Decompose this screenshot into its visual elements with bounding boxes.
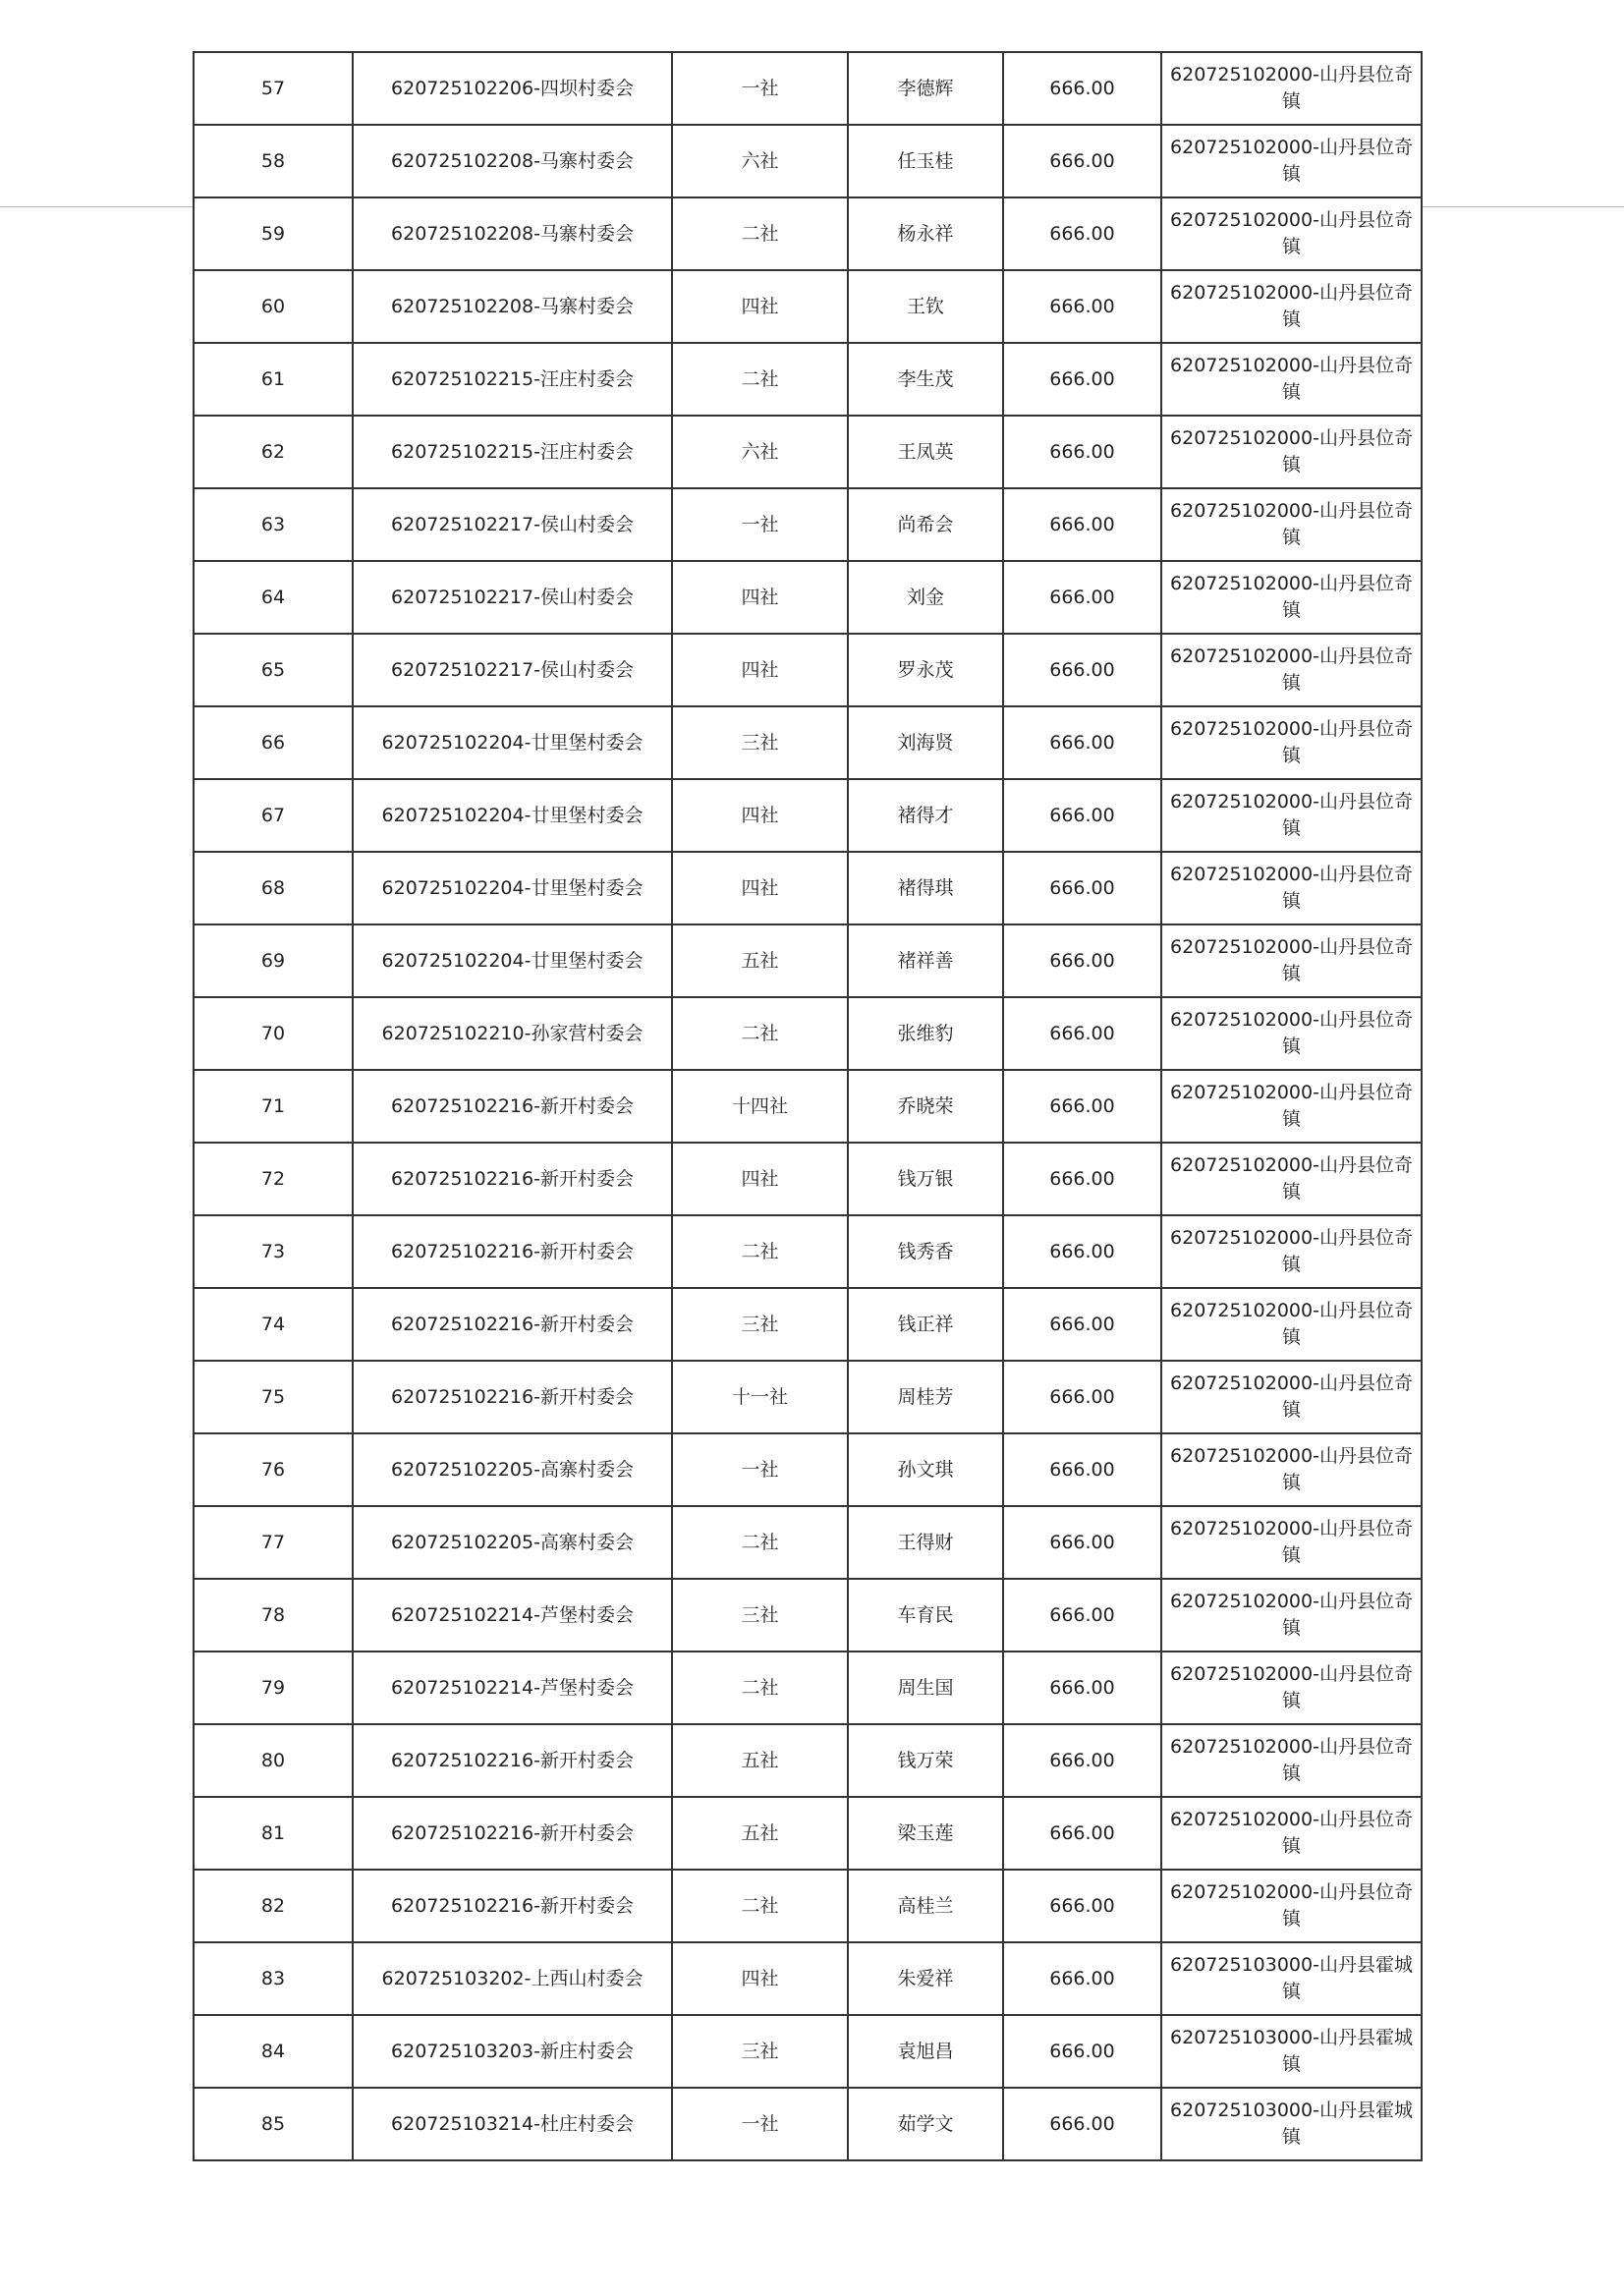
village-cell: 620725102210-孙家营村委会 <box>353 997 672 1070</box>
table-row <box>194 1797 1422 1870</box>
village-cell: 620725102216-新开村委会 <box>353 1361 672 1433</box>
amount-cell: 666.00 <box>1003 125 1161 197</box>
group-cell: 四社 <box>672 1942 848 2015</box>
name-cell: 梁玉莲 <box>848 1797 1003 1870</box>
village-cell: 620725102216-新开村委会 <box>353 1724 672 1797</box>
group-cell: 二社 <box>672 343 848 416</box>
table-row <box>194 1724 1422 1797</box>
village-cell: 620725102216-新开村委会 <box>353 1143 672 1215</box>
table-row <box>194 197 1422 270</box>
seq-cell: 70 <box>194 997 353 1070</box>
town-cell: 620725102000-山丹县位奇镇 <box>1161 197 1422 270</box>
name-cell: 袁旭昌 <box>848 2015 1003 2088</box>
village-cell: 620725102216-新开村委会 <box>353 1797 672 1870</box>
table-row <box>194 779 1422 852</box>
village-cell: 620725102204-廿里堡村委会 <box>353 706 672 779</box>
name-cell: 钱秀香 <box>848 1215 1003 1288</box>
town-cell: 620725102000-山丹县位奇镇 <box>1161 1433 1422 1506</box>
group-cell: 五社 <box>672 924 848 997</box>
group-cell: 四社 <box>672 270 848 343</box>
seq-cell: 58 <box>194 125 353 197</box>
table-row <box>194 125 1422 197</box>
table-row <box>194 1143 1422 1215</box>
seq-cell: 83 <box>194 1942 353 2015</box>
seq-cell: 60 <box>194 270 353 343</box>
seq-cell: 84 <box>194 2015 353 2088</box>
table-row <box>194 924 1422 997</box>
table-row <box>194 52 1422 125</box>
town-cell: 620725102000-山丹县位奇镇 <box>1161 997 1422 1070</box>
table-row <box>194 2015 1422 2088</box>
group-cell: 四社 <box>672 1143 848 1215</box>
seq-cell: 77 <box>194 1506 353 1579</box>
name-cell: 孙文琪 <box>848 1433 1003 1506</box>
name-cell: 朱爱祥 <box>848 1942 1003 2015</box>
seq-cell: 65 <box>194 634 353 706</box>
name-cell: 车育民 <box>848 1579 1003 1651</box>
name-cell: 李德辉 <box>848 52 1003 125</box>
group-cell: 二社 <box>672 197 848 270</box>
village-cell: 620725102205-高寨村委会 <box>353 1506 672 1579</box>
group-cell: 二社 <box>672 997 848 1070</box>
village-cell: 620725103203-新庄村委会 <box>353 2015 672 2088</box>
town-cell: 620725102000-山丹县位奇镇 <box>1161 1506 1422 1579</box>
town-cell: 620725102000-山丹县位奇镇 <box>1161 1070 1422 1143</box>
town-cell: 620725102000-山丹县位奇镇 <box>1161 1724 1422 1797</box>
name-cell: 褚得才 <box>848 779 1003 852</box>
group-cell: 二社 <box>672 1215 848 1288</box>
name-cell: 钱万银 <box>848 1143 1003 1215</box>
seq-cell: 66 <box>194 706 353 779</box>
name-cell: 刘海贤 <box>848 706 1003 779</box>
roster-table <box>193 51 1423 2161</box>
table-row <box>194 488 1422 561</box>
name-cell: 王钦 <box>848 270 1003 343</box>
name-cell: 张维豹 <box>848 997 1003 1070</box>
village-cell: 620725102206-四坝村委会 <box>353 52 672 125</box>
village-cell: 620725103214-杜庄村委会 <box>353 2088 672 2160</box>
table-row <box>194 1070 1422 1143</box>
scan-artifact-line <box>1421 206 1624 207</box>
amount-cell: 666.00 <box>1003 1143 1161 1215</box>
table-row <box>194 706 1422 779</box>
table-row <box>194 997 1422 1070</box>
group-cell: 六社 <box>672 125 848 197</box>
name-cell: 乔晓荣 <box>848 1070 1003 1143</box>
table-row <box>194 270 1422 343</box>
village-cell: 620725102208-马寨村委会 <box>353 197 672 270</box>
amount-cell: 666.00 <box>1003 1651 1161 1724</box>
group-cell: 十四社 <box>672 1070 848 1143</box>
village-cell: 620725102214-芦堡村委会 <box>353 1579 672 1651</box>
group-cell: 二社 <box>672 1651 848 1724</box>
group-cell: 三社 <box>672 1579 848 1651</box>
name-cell: 李生茂 <box>848 343 1003 416</box>
seq-cell: 67 <box>194 779 353 852</box>
amount-cell: 666.00 <box>1003 1433 1161 1506</box>
amount-cell: 666.00 <box>1003 1942 1161 2015</box>
group-cell: 三社 <box>672 1288 848 1361</box>
table-row <box>194 1651 1422 1724</box>
town-cell: 620725103000-山丹县霍城镇 <box>1161 2088 1422 2160</box>
town-cell: 620725102000-山丹县位奇镇 <box>1161 1651 1422 1724</box>
seq-cell: 61 <box>194 343 353 416</box>
seq-cell: 82 <box>194 1870 353 1942</box>
table-row <box>194 1433 1422 1506</box>
town-cell: 620725102000-山丹县位奇镇 <box>1161 270 1422 343</box>
village-cell: 620725102214-芦堡村委会 <box>353 1651 672 1724</box>
table-row <box>194 1288 1422 1361</box>
town-cell: 620725103000-山丹县霍城镇 <box>1161 2015 1422 2088</box>
group-cell: 十一社 <box>672 1361 848 1433</box>
table-row <box>194 1942 1422 2015</box>
town-cell: 620725102000-山丹县位奇镇 <box>1161 488 1422 561</box>
amount-cell: 666.00 <box>1003 779 1161 852</box>
amount-cell: 666.00 <box>1003 1361 1161 1433</box>
name-cell: 高桂兰 <box>848 1870 1003 1942</box>
scan-artifact-line <box>0 206 193 207</box>
amount-cell: 666.00 <box>1003 1070 1161 1143</box>
seq-cell: 74 <box>194 1288 353 1361</box>
group-cell: 二社 <box>672 1506 848 1579</box>
amount-cell: 666.00 <box>1003 1579 1161 1651</box>
town-cell: 620725102000-山丹县位奇镇 <box>1161 779 1422 852</box>
group-cell: 三社 <box>672 706 848 779</box>
amount-cell: 666.00 <box>1003 852 1161 924</box>
seq-cell: 64 <box>194 561 353 634</box>
village-cell: 620725102208-马寨村委会 <box>353 270 672 343</box>
village-cell: 620725102204-廿里堡村委会 <box>353 852 672 924</box>
amount-cell: 666.00 <box>1003 1870 1161 1942</box>
table-row <box>194 634 1422 706</box>
town-cell: 620725102000-山丹县位奇镇 <box>1161 1579 1422 1651</box>
amount-cell: 666.00 <box>1003 634 1161 706</box>
name-cell: 周生国 <box>848 1651 1003 1724</box>
name-cell: 罗永茂 <box>848 634 1003 706</box>
seq-cell: 80 <box>194 1724 353 1797</box>
town-cell: 620725102000-山丹县位奇镇 <box>1161 561 1422 634</box>
amount-cell: 666.00 <box>1003 2015 1161 2088</box>
table-row <box>194 1215 1422 1288</box>
name-cell: 周桂芳 <box>848 1361 1003 1433</box>
amount-cell: 666.00 <box>1003 1215 1161 1288</box>
seq-cell: 72 <box>194 1143 353 1215</box>
group-cell: 四社 <box>672 561 848 634</box>
document-page <box>193 51 1421 2161</box>
table-row <box>194 1870 1422 1942</box>
amount-cell: 666.00 <box>1003 1797 1161 1870</box>
town-cell: 620725103000-山丹县霍城镇 <box>1161 1942 1422 2015</box>
amount-cell: 666.00 <box>1003 2088 1161 2160</box>
table-row <box>194 561 1422 634</box>
group-cell: 四社 <box>672 852 848 924</box>
amount-cell: 666.00 <box>1003 270 1161 343</box>
seq-cell: 69 <box>194 924 353 997</box>
amount-cell: 666.00 <box>1003 343 1161 416</box>
town-cell: 620725102000-山丹县位奇镇 <box>1161 924 1422 997</box>
amount-cell: 666.00 <box>1003 1506 1161 1579</box>
name-cell: 钱正祥 <box>848 1288 1003 1361</box>
seq-cell: 76 <box>194 1433 353 1506</box>
name-cell: 褚得琪 <box>848 852 1003 924</box>
village-cell: 620725102216-新开村委会 <box>353 1070 672 1143</box>
name-cell: 任玉桂 <box>848 125 1003 197</box>
table-row <box>194 1579 1422 1651</box>
seq-cell: 59 <box>194 197 353 270</box>
amount-cell: 666.00 <box>1003 1724 1161 1797</box>
table-row <box>194 2088 1422 2160</box>
town-cell: 620725102000-山丹县位奇镇 <box>1161 1215 1422 1288</box>
seq-cell: 79 <box>194 1651 353 1724</box>
table-row <box>194 1361 1422 1433</box>
group-cell: 一社 <box>672 1433 848 1506</box>
amount-cell: 666.00 <box>1003 488 1161 561</box>
table-row <box>194 852 1422 924</box>
town-cell: 620725102000-山丹县位奇镇 <box>1161 1143 1422 1215</box>
village-cell: 620725102204-廿里堡村委会 <box>353 924 672 997</box>
seq-cell: 75 <box>194 1361 353 1433</box>
name-cell: 王得财 <box>848 1506 1003 1579</box>
group-cell: 三社 <box>672 2015 848 2088</box>
table-row <box>194 416 1422 488</box>
town-cell: 620725102000-山丹县位奇镇 <box>1161 1361 1422 1433</box>
name-cell: 茹学文 <box>848 2088 1003 2160</box>
seq-cell: 71 <box>194 1070 353 1143</box>
town-cell: 620725102000-山丹县位奇镇 <box>1161 125 1422 197</box>
seq-cell: 78 <box>194 1579 353 1651</box>
seq-cell: 62 <box>194 416 353 488</box>
seq-cell: 57 <box>194 52 353 125</box>
amount-cell: 666.00 <box>1003 561 1161 634</box>
name-cell: 刘金 <box>848 561 1003 634</box>
village-cell: 620725102204-廿里堡村委会 <box>353 779 672 852</box>
group-cell: 五社 <box>672 1724 848 1797</box>
village-cell: 620725102205-高寨村委会 <box>353 1433 672 1506</box>
amount-cell: 666.00 <box>1003 997 1161 1070</box>
village-cell: 620725102216-新开村委会 <box>353 1870 672 1942</box>
seq-cell: 68 <box>194 852 353 924</box>
seq-cell: 81 <box>194 1797 353 1870</box>
village-cell: 620725102215-汪庄村委会 <box>353 416 672 488</box>
village-cell: 620725102216-新开村委会 <box>353 1288 672 1361</box>
town-cell: 620725102000-山丹县位奇镇 <box>1161 852 1422 924</box>
amount-cell: 666.00 <box>1003 197 1161 270</box>
roster-table-body <box>194 52 1422 2160</box>
table-row <box>194 343 1422 416</box>
amount-cell: 666.00 <box>1003 416 1161 488</box>
town-cell: 620725102000-山丹县位奇镇 <box>1161 343 1422 416</box>
town-cell: 620725102000-山丹县位奇镇 <box>1161 1288 1422 1361</box>
amount-cell: 666.00 <box>1003 1288 1161 1361</box>
seq-cell: 73 <box>194 1215 353 1288</box>
name-cell: 褚祥善 <box>848 924 1003 997</box>
village-cell: 620725103202-上西山村委会 <box>353 1942 672 2015</box>
town-cell: 620725102000-山丹县位奇镇 <box>1161 634 1422 706</box>
town-cell: 620725102000-山丹县位奇镇 <box>1161 706 1422 779</box>
seq-cell: 63 <box>194 488 353 561</box>
seq-cell: 85 <box>194 2088 353 2160</box>
village-cell: 620725102215-汪庄村委会 <box>353 343 672 416</box>
village-cell: 620725102217-侯山村委会 <box>353 561 672 634</box>
group-cell: 四社 <box>672 634 848 706</box>
village-cell: 620725102217-侯山村委会 <box>353 488 672 561</box>
town-cell: 620725102000-山丹县位奇镇 <box>1161 52 1422 125</box>
village-cell: 620725102208-马寨村委会 <box>353 125 672 197</box>
amount-cell: 666.00 <box>1003 924 1161 997</box>
village-cell: 620725102216-新开村委会 <box>353 1215 672 1288</box>
group-cell: 一社 <box>672 52 848 125</box>
amount-cell: 666.00 <box>1003 706 1161 779</box>
town-cell: 620725102000-山丹县位奇镇 <box>1161 416 1422 488</box>
group-cell: 一社 <box>672 2088 848 2160</box>
group-cell: 一社 <box>672 488 848 561</box>
name-cell: 钱万荣 <box>848 1724 1003 1797</box>
group-cell: 六社 <box>672 416 848 488</box>
name-cell: 杨永祥 <box>848 197 1003 270</box>
table-row <box>194 1506 1422 1579</box>
amount-cell: 666.00 <box>1003 52 1161 125</box>
group-cell: 五社 <box>672 1797 848 1870</box>
town-cell: 620725102000-山丹县位奇镇 <box>1161 1797 1422 1870</box>
name-cell: 尚希会 <box>848 488 1003 561</box>
village-cell: 620725102217-侯山村委会 <box>353 634 672 706</box>
group-cell: 四社 <box>672 779 848 852</box>
name-cell: 王凤英 <box>848 416 1003 488</box>
group-cell: 二社 <box>672 1870 848 1942</box>
town-cell: 620725102000-山丹县位奇镇 <box>1161 1870 1422 1942</box>
